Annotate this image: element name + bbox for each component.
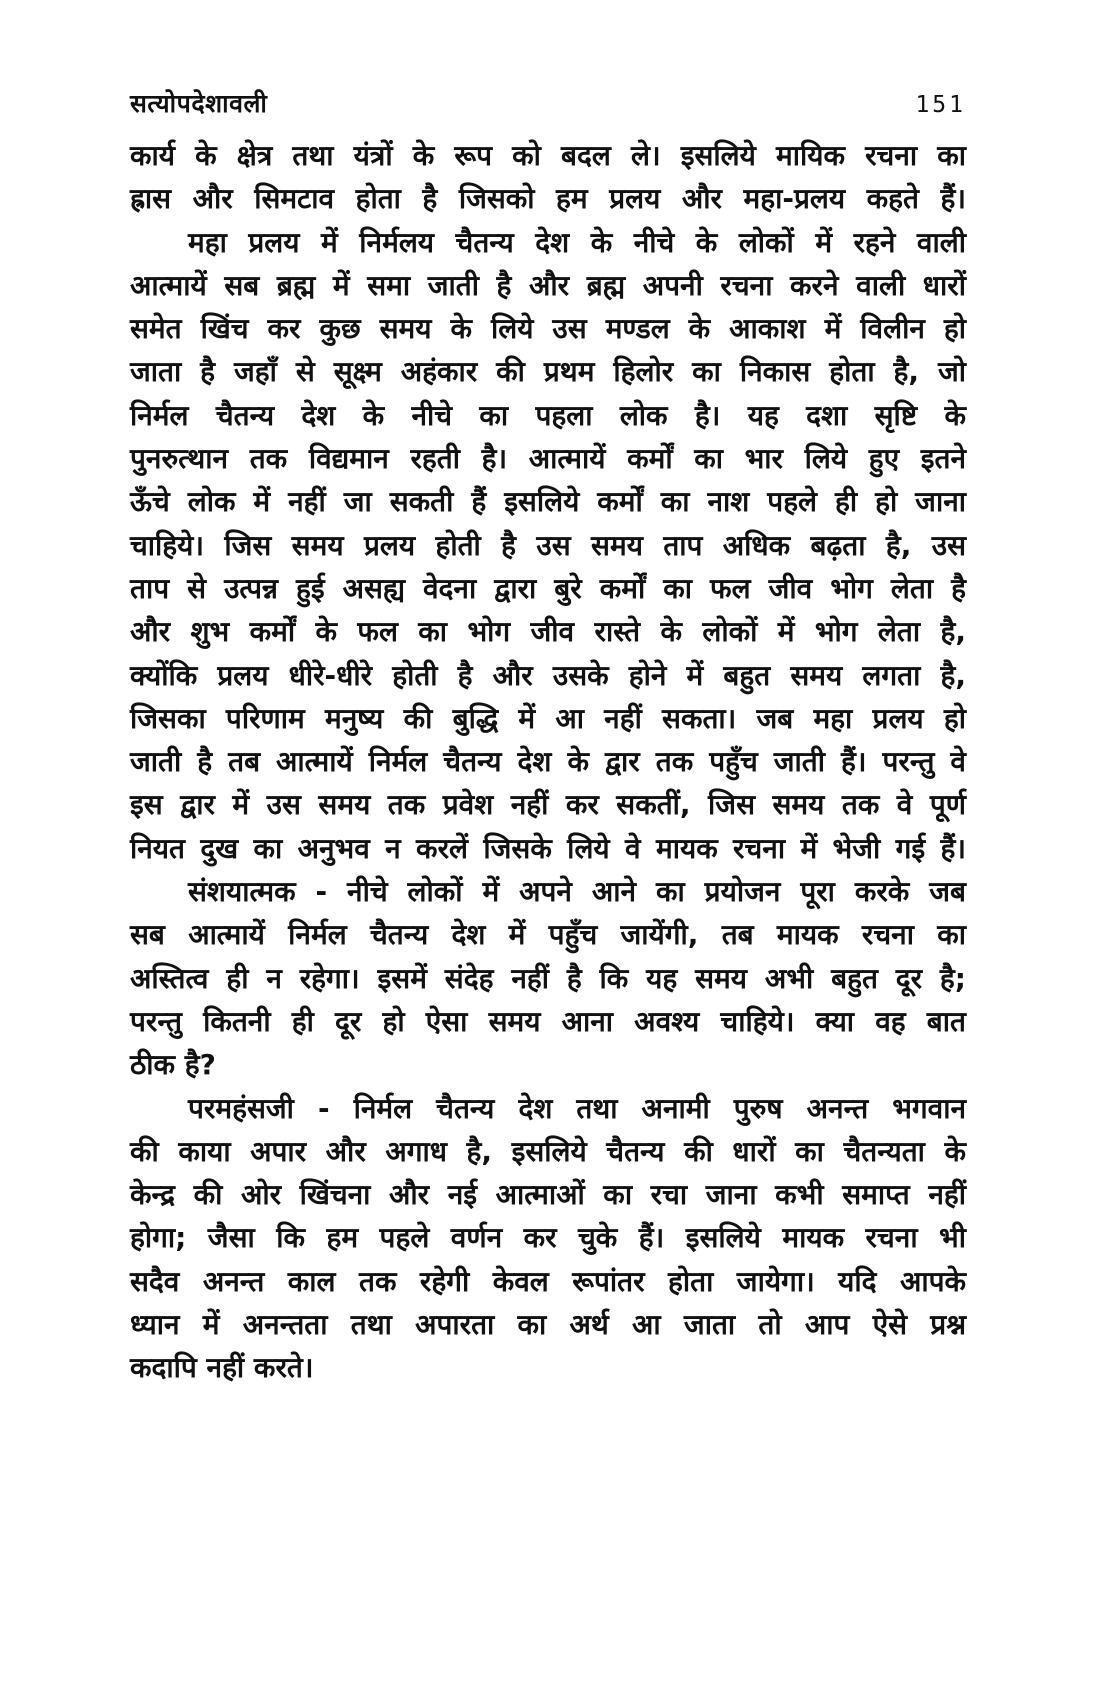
text-line: ऊँचे लोक में नहीं जा सकती हैं इसलिये कर्मों का नाश पहले ही हो जाना xyxy=(130,485,966,519)
body-text xyxy=(130,134,966,1390)
page-number: 151 xyxy=(915,92,966,118)
text-line: ह्रास और सिमटाव होता है जिसको हम प्रलय और महा-प्रलय कहते हैं। xyxy=(130,182,966,216)
text-line: ध्यान में अनन्तता तथा अपारता का अर्थ आ जाता तो आप ऐसे प्रश्न xyxy=(130,1308,966,1342)
text-line: की काया अपार और अगाध है, इसलिये चैतन्य की धारों का चैतन्यता के xyxy=(130,1134,966,1168)
text-line: समेत खिंच कर कुछ समय के लिये उस मण्डल के आकाश में विलीन हो xyxy=(130,312,966,346)
text-line: इस द्वार में उस समय तक प्रवेश नहीं कर सकतीं, जिस समय तक वे पूर्ण xyxy=(130,788,966,822)
text-line: चाहिये। जिस समय प्रलय होती है उस समय ताप अधिक बढ़ता है, उस xyxy=(130,528,966,562)
text-line: नियत दुख का अनुभव न करलें जिसके लिये वे मायक रचना में भेजी गई हैं। xyxy=(130,831,966,865)
text-line: महा प्रलय में निर्मलय चैतन्य देश के नीचे के लोकों में रहने वाली xyxy=(188,225,966,259)
text-line: सब आत्मायें निर्मल चैतन्य देश में पहुँच जायेंगी, तब मायक रचना का xyxy=(130,918,966,952)
text-line: निर्मल चैतन्य देश के नीचे का पहला लोक है। यह दशा सृष्टि के xyxy=(130,398,966,432)
text-line: केन्द्र की ओर खिंचना और नई आत्माओं का रचा जाना कभी समाप्त नहीं xyxy=(130,1178,966,1212)
running-header xyxy=(130,86,966,120)
text-line: जिसका परिणाम मनुष्य की बुद्धि में आ नहीं सकता। जब महा प्रलय हो xyxy=(130,701,966,735)
text-line: ताप से उत्पन्न हुई असह्य वेदना द्वारा बुरे कर्मों का फल जीव भोग लेता है xyxy=(130,571,966,605)
text-line: परमहंसजी - निर्मल चैतन्य देश तथा अनामी पुरुष अनन्त भगवान xyxy=(188,1091,966,1125)
text-line: कार्य के क्षेत्र तथा यंत्रों के रूप को बदल ले। इसलिये मायिक रचना का xyxy=(130,139,966,172)
text-line: क्योंकि प्रलय धीरे-धीरे होती है और उसके होने में बहुत समय लगता है, xyxy=(130,658,966,692)
text-line: सदैव अनन्त काल तक रहेगी केवल रूपांतर होता जायेगा। यदि आपके xyxy=(130,1264,966,1298)
text-line: पुनरुत्थान तक विद्यमान रहती है। आत्मायें कर्मों का भार लिये हुए इतने xyxy=(130,442,966,476)
text-line: और शुभ कर्मों के फल का भोग जीव रास्ते के लोकों में भोग लेता है, xyxy=(130,615,966,649)
text-line: परन्तु कितनी ही दूर हो ऐसा समय आना अवश्य चाहिये। क्या वह बात xyxy=(130,1004,966,1038)
text-line: संशयात्मक - नीचे लोकों में अपने आने का प्रयोजन पूरा करके जब xyxy=(188,875,966,909)
text-line: कदापि नहीं करते। xyxy=(130,1351,314,1385)
page-content xyxy=(130,86,966,1390)
running-header-title: सत्योपदेशावली xyxy=(130,89,268,118)
text-line: जाती है तब आत्मायें निर्मल चैतन्य देश के द्वार तक पहुँच जाती हैं। परन्तु वे xyxy=(130,745,966,779)
text-line: होगा; जैसा कि हम पहले वर्णन कर चुके हैं। इसलिये मायक रचना भी xyxy=(130,1221,966,1255)
text-line: जाता है जहाँ से सूक्ष्म अहंकार की प्रथम हिलोर का निकास होता है, जो xyxy=(130,355,966,389)
text-line: ठीक है? xyxy=(130,1048,216,1082)
text-line: आत्मायें सब ब्रह्म में समा जाती है और ब्रह्म अपनी रचना करने वाली धारों xyxy=(130,268,966,302)
text-line: अस्तित्व ही न रहेगा। इसमें संदेह नहीं है कि यह समय अभी बहुत दूर है; xyxy=(130,961,966,995)
